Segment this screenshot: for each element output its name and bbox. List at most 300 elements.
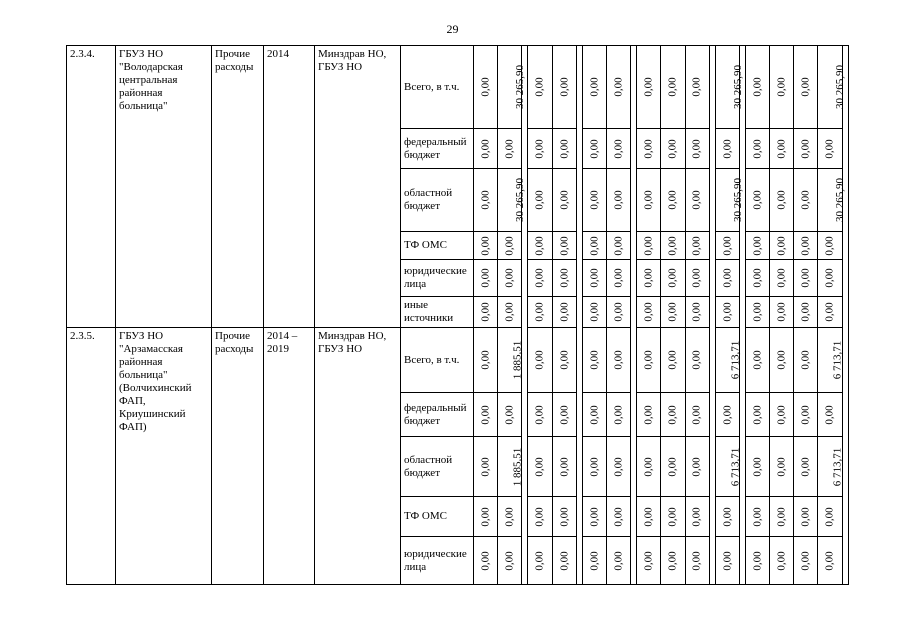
value-text: 0,00 bbox=[588, 550, 601, 571]
value-cell bbox=[715, 260, 739, 297]
value-cell bbox=[745, 393, 769, 437]
value-cell bbox=[745, 260, 769, 297]
value-text: 0,00 bbox=[642, 404, 655, 425]
value-cell bbox=[528, 169, 552, 232]
value-text: 0,00 bbox=[824, 506, 837, 527]
value-cell bbox=[552, 169, 576, 232]
value-text: 0,00 bbox=[775, 138, 788, 159]
value-cell bbox=[498, 232, 522, 260]
value-text: 0,00 bbox=[479, 268, 492, 288]
value-text: 0,00 bbox=[588, 506, 601, 527]
value-cell bbox=[745, 437, 769, 497]
value-text: 0,00 bbox=[558, 550, 571, 571]
value-text: 0,00 bbox=[775, 268, 788, 288]
table-row bbox=[67, 46, 849, 129]
value-cell bbox=[770, 537, 794, 585]
value-text: 0,00 bbox=[612, 350, 625, 370]
value-text: 0,00 bbox=[775, 77, 788, 97]
value-cell bbox=[794, 328, 818, 393]
value-text: 0,00 bbox=[558, 456, 571, 477]
value-cell bbox=[474, 437, 498, 497]
value-text: 0,00 bbox=[612, 506, 625, 527]
value-cell bbox=[661, 328, 685, 393]
value-text: 0,00 bbox=[612, 550, 625, 571]
value-text: 0,00 bbox=[612, 302, 625, 322]
value-text: 0,00 bbox=[558, 302, 571, 322]
value-cell bbox=[685, 46, 709, 129]
value-cell bbox=[685, 537, 709, 585]
value-cell bbox=[637, 260, 661, 297]
value-cell bbox=[582, 46, 606, 129]
value-cell bbox=[770, 497, 794, 537]
value-text: 0,00 bbox=[642, 506, 655, 527]
value-text: 0,00 bbox=[799, 506, 812, 527]
value-cell bbox=[794, 393, 818, 437]
value-cell bbox=[770, 260, 794, 297]
value-cell bbox=[770, 169, 794, 232]
value-cell bbox=[745, 297, 769, 328]
value-text: 0,00 bbox=[642, 235, 655, 256]
value-text: 0,00 bbox=[721, 235, 734, 256]
value-cell bbox=[498, 437, 522, 497]
value-text: 0,00 bbox=[691, 302, 704, 322]
value-cell bbox=[715, 46, 744, 129]
value-text: 0,00 bbox=[479, 506, 492, 527]
value-text: 0,00 bbox=[751, 456, 764, 477]
value-cell bbox=[552, 260, 576, 297]
value-text: 30 265,90 bbox=[731, 178, 744, 222]
value-text: 0,00 bbox=[642, 77, 655, 97]
value-text: 0,00 bbox=[533, 77, 546, 97]
value-cell bbox=[474, 129, 498, 169]
value-text: 0,00 bbox=[666, 268, 679, 288]
value-text: 0,00 bbox=[642, 190, 655, 210]
executor-cell: Минздрав НО, ГБУЗ НО bbox=[315, 46, 401, 328]
expense-type-cell: Прочие расходы bbox=[212, 328, 264, 585]
value-text: 0,00 bbox=[588, 235, 601, 256]
value-cell bbox=[770, 297, 794, 328]
value-cell bbox=[474, 169, 498, 232]
value-text: 0,00 bbox=[503, 138, 516, 159]
funding-source-label: Всего, в т.ч. bbox=[401, 46, 474, 129]
value-text: 0,00 bbox=[775, 235, 788, 256]
value-cell bbox=[745, 497, 769, 537]
value-cell bbox=[552, 497, 576, 537]
value-cell bbox=[745, 129, 769, 169]
value-text: 0,00 bbox=[588, 404, 601, 425]
value-cell bbox=[770, 328, 794, 393]
value-cell bbox=[528, 260, 552, 297]
value-text: 0,00 bbox=[799, 77, 812, 97]
value-text: 0,00 bbox=[503, 235, 516, 256]
value-text: 0,00 bbox=[824, 138, 837, 159]
value-text: 6 713,71 bbox=[728, 447, 741, 486]
value-cell bbox=[582, 129, 606, 169]
value-text: 0,00 bbox=[824, 268, 837, 288]
value-cell bbox=[661, 537, 685, 585]
value-text: 0,00 bbox=[612, 190, 625, 210]
value-cell bbox=[661, 260, 685, 297]
value-text: 0,00 bbox=[503, 404, 516, 425]
value-cell bbox=[528, 232, 552, 260]
executor-cell: Минздрав НО, ГБУЗ НО bbox=[315, 328, 401, 585]
value-cell bbox=[498, 169, 527, 232]
value-text: 0,00 bbox=[533, 268, 546, 288]
value-text: 0,00 bbox=[799, 268, 812, 288]
value-cell bbox=[685, 169, 709, 232]
value-cell bbox=[661, 169, 685, 232]
value-text: 0,00 bbox=[666, 506, 679, 527]
value-cell bbox=[582, 232, 606, 260]
organization-cell: ГБУЗ НО "Володарская центральная районная больница" bbox=[116, 46, 212, 328]
value-text: 0,00 bbox=[558, 404, 571, 425]
value-cell bbox=[685, 393, 709, 437]
funding-source-label: областной бюджет bbox=[401, 437, 474, 497]
value-text: 1 885,51 bbox=[511, 340, 524, 380]
value-cell bbox=[606, 497, 630, 537]
value-text: 1 885,51 bbox=[511, 447, 524, 486]
value-cell bbox=[582, 393, 606, 437]
value-text: 0,00 bbox=[691, 77, 704, 97]
gap-cell bbox=[842, 537, 848, 585]
value-text: 0,00 bbox=[775, 404, 788, 425]
value-text: 0,00 bbox=[533, 235, 546, 256]
value-cell bbox=[637, 497, 661, 537]
value-text: 0,00 bbox=[751, 268, 764, 288]
value-cell bbox=[637, 328, 661, 393]
value-cell bbox=[818, 46, 847, 129]
value-text: 0,00 bbox=[642, 302, 655, 322]
value-text: 0,00 bbox=[721, 404, 734, 425]
value-text: 0,00 bbox=[642, 350, 655, 370]
value-cell bbox=[552, 129, 576, 169]
value-text: 0,00 bbox=[751, 77, 764, 97]
value-cell bbox=[794, 46, 818, 129]
value-cell bbox=[685, 232, 709, 260]
value-cell bbox=[637, 46, 661, 129]
value-cell bbox=[661, 297, 685, 328]
value-text: 0,00 bbox=[666, 302, 679, 322]
value-cell bbox=[637, 297, 661, 328]
value-text: 0,00 bbox=[775, 350, 788, 370]
value-cell bbox=[794, 497, 818, 537]
gap-cell bbox=[842, 393, 848, 437]
value-cell bbox=[818, 232, 842, 260]
value-text: 0,00 bbox=[642, 268, 655, 288]
value-text: 0,00 bbox=[691, 456, 704, 477]
value-cell bbox=[818, 260, 842, 297]
value-text: 0,00 bbox=[612, 268, 625, 288]
value-cell bbox=[745, 232, 769, 260]
value-text: 0,00 bbox=[666, 350, 679, 370]
value-text: 0,00 bbox=[558, 138, 571, 159]
value-text: 0,00 bbox=[612, 404, 625, 425]
value-cell bbox=[685, 260, 709, 297]
value-cell bbox=[528, 393, 552, 437]
value-text: 0,00 bbox=[751, 506, 764, 527]
years-cell: 2014 bbox=[264, 46, 315, 328]
value-cell bbox=[606, 437, 630, 497]
value-cell bbox=[498, 297, 522, 328]
gap-cell bbox=[842, 232, 848, 260]
value-text: 0,00 bbox=[775, 302, 788, 322]
value-cell bbox=[715, 437, 739, 497]
value-cell bbox=[818, 129, 842, 169]
value-text: 0,00 bbox=[558, 506, 571, 527]
value-text: 0,00 bbox=[751, 190, 764, 210]
value-cell bbox=[606, 232, 630, 260]
value-cell bbox=[528, 537, 552, 585]
value-text: 0,00 bbox=[691, 268, 704, 288]
value-cell bbox=[474, 537, 498, 585]
value-cell bbox=[715, 497, 739, 537]
gap-cell bbox=[842, 497, 848, 537]
value-text: 0,00 bbox=[503, 268, 516, 288]
value-cell bbox=[685, 129, 709, 169]
value-cell bbox=[498, 497, 522, 537]
value-text: 0,00 bbox=[721, 506, 734, 527]
value-cell bbox=[685, 497, 709, 537]
budget-table bbox=[66, 45, 849, 585]
value-cell bbox=[715, 328, 739, 393]
value-cell bbox=[552, 437, 576, 497]
value-text: 0,00 bbox=[666, 77, 679, 97]
funding-source-label: юридические лица bbox=[401, 260, 474, 297]
value-cell bbox=[770, 393, 794, 437]
row-number: 2.3.5. bbox=[67, 328, 116, 585]
value-text: 0,00 bbox=[588, 456, 601, 477]
value-text: 0,00 bbox=[799, 350, 812, 370]
value-text: 0,00 bbox=[479, 302, 492, 322]
table-row bbox=[67, 328, 849, 393]
value-text: 0,00 bbox=[558, 235, 571, 256]
value-text: 0,00 bbox=[533, 190, 546, 210]
value-text: 0,00 bbox=[558, 350, 571, 370]
value-cell bbox=[818, 297, 842, 328]
value-cell bbox=[528, 297, 552, 328]
value-text: 0,00 bbox=[799, 404, 812, 425]
value-cell bbox=[661, 437, 685, 497]
value-text: 0,00 bbox=[691, 350, 704, 370]
value-text: 0,00 bbox=[479, 235, 492, 256]
value-text: 0,00 bbox=[824, 235, 837, 256]
funding-source-label: Всего, в т.ч. bbox=[401, 328, 474, 393]
value-text: 6 713,71 bbox=[831, 340, 844, 380]
value-cell bbox=[582, 328, 606, 393]
value-cell bbox=[818, 537, 842, 585]
value-text: 0,00 bbox=[612, 138, 625, 159]
value-text: 0,00 bbox=[721, 302, 734, 322]
value-text: 0,00 bbox=[751, 302, 764, 322]
value-text: 0,00 bbox=[588, 190, 601, 210]
value-text: 0,00 bbox=[799, 190, 812, 210]
value-text: 0,00 bbox=[642, 138, 655, 159]
value-text: 0,00 bbox=[799, 235, 812, 256]
value-text: 0,00 bbox=[479, 404, 492, 425]
value-text: 0,00 bbox=[666, 404, 679, 425]
value-text: 0,00 bbox=[479, 77, 492, 97]
value-cell bbox=[528, 328, 552, 393]
value-text: 0,00 bbox=[666, 456, 679, 477]
value-text: 0,00 bbox=[775, 190, 788, 210]
value-cell bbox=[661, 232, 685, 260]
value-text: 0,00 bbox=[691, 235, 704, 256]
value-text: 6 713,71 bbox=[728, 340, 741, 380]
value-cell bbox=[582, 169, 606, 232]
page-number: 29 bbox=[446, 22, 459, 36]
value-text: 0,00 bbox=[691, 404, 704, 425]
value-cell bbox=[661, 46, 685, 129]
value-cell bbox=[637, 393, 661, 437]
years-cell: 2014 – 2019 bbox=[264, 328, 315, 585]
value-cell bbox=[715, 129, 739, 169]
value-text: 0,00 bbox=[691, 506, 704, 527]
value-cell bbox=[582, 297, 606, 328]
value-text: 0,00 bbox=[751, 138, 764, 159]
value-text: 0,00 bbox=[503, 302, 516, 322]
value-text: 0,00 bbox=[533, 350, 546, 370]
value-cell bbox=[498, 46, 527, 129]
funding-source-label: федеральный бюджет bbox=[401, 393, 474, 437]
value-cell bbox=[528, 497, 552, 537]
value-cell bbox=[770, 129, 794, 169]
value-cell bbox=[606, 393, 630, 437]
value-text: 0,00 bbox=[775, 550, 788, 571]
value-cell bbox=[498, 328, 522, 393]
value-cell bbox=[474, 260, 498, 297]
funding-source-label: ТФ ОМС bbox=[401, 232, 474, 260]
gap-cell bbox=[842, 297, 848, 328]
funding-source-label: иные источники bbox=[401, 297, 474, 328]
value-cell bbox=[715, 297, 739, 328]
value-cell bbox=[715, 393, 739, 437]
value-cell bbox=[818, 328, 842, 393]
value-cell bbox=[661, 129, 685, 169]
expense-type-cell: Прочие расходы bbox=[212, 46, 264, 328]
value-cell bbox=[794, 232, 818, 260]
value-cell bbox=[770, 232, 794, 260]
value-text: 0,00 bbox=[751, 550, 764, 571]
gap-cell bbox=[842, 129, 848, 169]
value-text: 0,00 bbox=[799, 456, 812, 477]
value-text: 0,00 bbox=[503, 550, 516, 571]
value-text: 0,00 bbox=[503, 506, 516, 527]
value-text: 0,00 bbox=[533, 550, 546, 571]
value-cell bbox=[582, 437, 606, 497]
value-text: 30 265,90 bbox=[514, 65, 527, 109]
value-cell bbox=[552, 537, 576, 585]
funding-source-label: областной бюджет bbox=[401, 169, 474, 232]
value-text: 30 265,90 bbox=[834, 178, 847, 222]
value-cell bbox=[552, 297, 576, 328]
value-text: 0,00 bbox=[479, 350, 492, 370]
value-text: 0,00 bbox=[721, 550, 734, 571]
value-text: 30 265,90 bbox=[514, 178, 527, 222]
value-text: 0,00 bbox=[824, 404, 837, 425]
value-text: 0,00 bbox=[751, 235, 764, 256]
value-cell bbox=[685, 297, 709, 328]
value-cell bbox=[794, 129, 818, 169]
value-text: 0,00 bbox=[588, 268, 601, 288]
value-cell bbox=[606, 129, 630, 169]
value-cell bbox=[552, 393, 576, 437]
value-cell bbox=[661, 393, 685, 437]
value-text: 0,00 bbox=[588, 302, 601, 322]
value-text: 0,00 bbox=[666, 138, 679, 159]
value-cell bbox=[582, 497, 606, 537]
value-cell bbox=[770, 46, 794, 129]
funding-source-label: юридические лица bbox=[401, 537, 474, 585]
value-cell bbox=[637, 537, 661, 585]
value-text: 0,00 bbox=[533, 302, 546, 322]
value-text: 0,00 bbox=[721, 268, 734, 288]
value-text: 0,00 bbox=[751, 404, 764, 425]
value-cell bbox=[498, 537, 522, 585]
value-cell bbox=[685, 328, 709, 393]
value-cell bbox=[474, 328, 498, 393]
gap-cell bbox=[842, 260, 848, 297]
value-text: 0,00 bbox=[588, 77, 601, 97]
value-cell bbox=[474, 46, 498, 129]
value-text: 0,00 bbox=[721, 138, 734, 159]
value-text: 0,00 bbox=[775, 506, 788, 527]
value-cell bbox=[474, 393, 498, 437]
value-text: 0,00 bbox=[799, 138, 812, 159]
value-text: 0,00 bbox=[479, 190, 492, 210]
value-text: 0,00 bbox=[799, 302, 812, 322]
value-cell bbox=[794, 437, 818, 497]
value-cell bbox=[745, 328, 769, 393]
value-text: 0,00 bbox=[751, 350, 764, 370]
value-text: 0,00 bbox=[691, 550, 704, 571]
value-cell bbox=[582, 537, 606, 585]
funding-source-label: федеральный бюджет bbox=[401, 129, 474, 169]
value-text: 0,00 bbox=[691, 190, 704, 210]
value-cell bbox=[637, 232, 661, 260]
value-cell bbox=[606, 46, 630, 129]
value-cell bbox=[498, 260, 522, 297]
value-text: 0,00 bbox=[558, 268, 571, 288]
value-text: 0,00 bbox=[612, 235, 625, 256]
value-cell bbox=[685, 437, 709, 497]
row-number: 2.3.4. bbox=[67, 46, 116, 328]
value-text: 0,00 bbox=[558, 190, 571, 210]
value-cell bbox=[528, 129, 552, 169]
value-text: 0,00 bbox=[824, 302, 837, 322]
value-text: 0,00 bbox=[666, 550, 679, 571]
value-text: 30 265,90 bbox=[731, 65, 744, 109]
value-cell bbox=[745, 537, 769, 585]
value-cell bbox=[498, 393, 522, 437]
value-cell bbox=[528, 437, 552, 497]
value-cell bbox=[606, 328, 630, 393]
value-text: 0,00 bbox=[666, 235, 679, 256]
value-text: 0,00 bbox=[533, 506, 546, 527]
value-cell bbox=[661, 497, 685, 537]
value-cell bbox=[794, 297, 818, 328]
value-cell bbox=[715, 169, 744, 232]
value-cell bbox=[474, 497, 498, 537]
value-text: 0,00 bbox=[558, 77, 571, 97]
value-cell bbox=[606, 260, 630, 297]
value-text: 0,00 bbox=[666, 190, 679, 210]
value-cell bbox=[770, 437, 794, 497]
value-cell bbox=[715, 232, 739, 260]
value-text: 0,00 bbox=[799, 550, 812, 571]
value-text: 30 265,90 bbox=[834, 65, 847, 109]
value-cell bbox=[794, 537, 818, 585]
value-cell bbox=[745, 46, 769, 129]
